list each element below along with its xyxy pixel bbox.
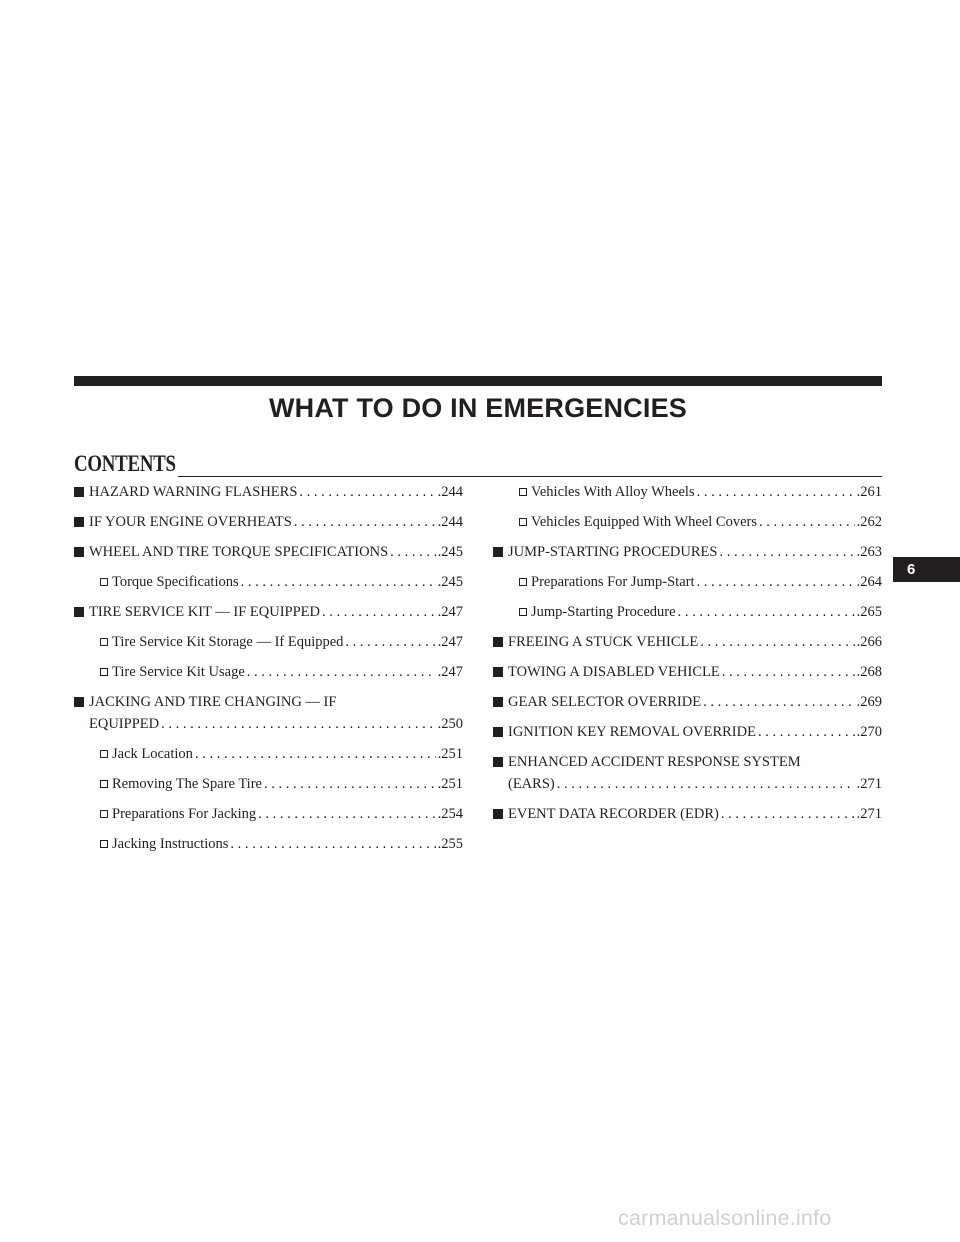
filled-square-bullet-icon (74, 547, 84, 557)
toc-entry-title: Jack Location (112, 746, 193, 762)
toc-section-entry[interactable] (493, 721, 882, 743)
toc-subsection-entry[interactable] (493, 511, 882, 533)
toc-page-number: .247 (437, 604, 463, 620)
contents-heading: CONTENTS (74, 451, 176, 476)
toc-page-number: .247 (437, 664, 463, 680)
chapter-title-rule (74, 376, 882, 386)
filled-square-bullet-icon (493, 667, 503, 677)
toc-entry-title: Vehicles Equipped With Wheel Covers (531, 514, 757, 530)
toc-entry-continuation (89, 713, 463, 735)
dot-leader (700, 631, 854, 653)
hollow-square-bullet-icon (100, 578, 108, 586)
toc-entry-title: Torque Specifications (112, 574, 239, 590)
toc-right-column (493, 481, 882, 833)
filled-square-bullet-icon (74, 697, 84, 707)
watermark: carmanualsonline.info (618, 1206, 832, 1230)
dot-leader (557, 773, 855, 795)
toc-entry-title: Jump-Starting Procedure (531, 604, 676, 620)
toc-entry-continuation (508, 773, 882, 795)
toc-entry-title: IGNITION KEY REMOVAL OVERRIDE (508, 724, 756, 740)
toc-page-number: .245 (437, 574, 463, 590)
toc-entry-title: (EARS) (508, 776, 555, 792)
filled-square-bullet-icon (493, 809, 503, 819)
toc-entry-title: Preparations For Jump-Start (531, 574, 695, 590)
hollow-square-bullet-icon (519, 518, 527, 526)
toc-entry-title: EVENT DATA RECORDER (EDR) (508, 806, 719, 822)
toc-section-entry[interactable] (74, 601, 463, 623)
filled-square-bullet-icon (74, 487, 84, 497)
dot-leader (678, 601, 855, 623)
toc-page-number: .245 (437, 544, 463, 560)
toc-subsection-entry[interactable] (74, 571, 463, 593)
toc-subsection-entry[interactable] (74, 833, 463, 855)
dot-leader (264, 773, 436, 795)
filled-square-bullet-icon (493, 637, 503, 647)
toc-page-number: .265 (856, 604, 882, 620)
dot-leader (195, 743, 436, 765)
toc-page-number: .271 (856, 776, 882, 792)
toc-subsection-entry[interactable] (74, 743, 463, 765)
toc-entry-title: JUMP-STARTING PROCEDURES (508, 544, 718, 560)
dot-leader (247, 661, 436, 683)
toc-entry-title: FREEING A STUCK VEHICLE (508, 634, 699, 650)
dot-leader (703, 691, 855, 713)
toc-page-number: .251 (437, 776, 463, 792)
toc-page-number: .268 (856, 664, 882, 680)
dot-leader (759, 511, 855, 533)
dot-leader (345, 631, 435, 653)
contents-rule (178, 476, 882, 477)
filled-square-bullet-icon (493, 547, 503, 557)
dot-leader (758, 721, 855, 743)
dot-leader (294, 511, 436, 533)
toc-page-number: .244 (437, 484, 463, 500)
dot-leader (390, 541, 435, 563)
toc-entry-title: Removing The Spare Tire (112, 776, 262, 792)
toc-section-entry[interactable] (493, 691, 882, 713)
toc-subsection-entry[interactable] (493, 571, 882, 593)
filled-square-bullet-icon (493, 757, 503, 767)
toc-section-entry[interactable] (74, 691, 463, 735)
hollow-square-bullet-icon (519, 578, 527, 586)
toc-section-entry[interactable] (493, 803, 882, 825)
toc-subsection-entry[interactable] (74, 631, 463, 653)
filled-square-bullet-icon (493, 697, 503, 707)
toc-left-column (74, 481, 463, 863)
toc-entry-title: EQUIPPED (89, 716, 160, 732)
filled-square-bullet-icon (493, 727, 503, 737)
toc-page-number: .271 (856, 806, 882, 822)
toc-section-entry[interactable] (493, 751, 882, 795)
toc-entry-title-line: ENHANCED ACCIDENT RESPONSE SYSTEM (508, 754, 801, 770)
hollow-square-bullet-icon (100, 638, 108, 646)
toc-page-number: .255 (437, 836, 463, 852)
toc-page-number: .269 (856, 694, 882, 710)
toc-section-entry[interactable] (493, 661, 882, 683)
dot-leader (719, 541, 854, 563)
toc-subsection-entry[interactable] (493, 481, 882, 503)
toc-page-number: .250 (437, 716, 463, 732)
toc-page-number: .262 (856, 514, 882, 530)
hollow-square-bullet-icon (100, 810, 108, 818)
hollow-square-bullet-icon (100, 780, 108, 788)
toc-page-number: .261 (856, 484, 882, 500)
toc-entry-title: HAZARD WARNING FLASHERS (89, 484, 298, 500)
dot-leader (241, 571, 436, 593)
dot-leader (721, 803, 855, 825)
dot-leader (161, 713, 436, 735)
chapter-title: WHAT TO DO IN EMERGENCIES (268, 393, 687, 423)
toc-entry-title: Tire Service Kit Storage — If Equipped (112, 634, 344, 650)
dot-leader (322, 601, 436, 623)
toc-subsection-entry[interactable] (74, 773, 463, 795)
toc-page-number: .263 (856, 544, 882, 560)
dot-leader (299, 481, 435, 503)
toc-subsection-entry[interactable] (493, 601, 882, 623)
hollow-square-bullet-icon (519, 608, 527, 616)
toc-subsection-entry[interactable] (74, 661, 463, 683)
toc-page-number: .247 (437, 634, 463, 650)
toc-page-number: .270 (856, 724, 882, 740)
toc-entry-title: TOWING A DISABLED VEHICLE (508, 664, 720, 680)
toc-page-number: .254 (437, 806, 463, 822)
toc-entry-title: Jacking Instructions (112, 836, 229, 852)
dot-leader (722, 661, 855, 683)
hollow-square-bullet-icon (100, 668, 108, 676)
toc-page-number: .266 (856, 634, 882, 650)
toc-page-number: .264 (856, 574, 882, 590)
filled-square-bullet-icon (74, 607, 84, 617)
toc-entry-title: WHEEL AND TIRE TORQUE SPECIFICATIONS (89, 544, 389, 560)
toc-entry-title: IF YOUR ENGINE OVERHEATS (89, 514, 292, 530)
toc-subsection-entry[interactable] (74, 803, 463, 825)
chapter-tab[interactable]: 6 (893, 557, 960, 582)
hollow-square-bullet-icon (100, 750, 108, 758)
toc-entry-title-line: JACKING AND TIRE CHANGING — IF (89, 694, 337, 710)
dot-leader (230, 833, 435, 855)
toc-page-number: .244 (437, 514, 463, 530)
filled-square-bullet-icon (74, 517, 84, 527)
toc-entry-title: GEAR SELECTOR OVERRIDE (508, 694, 702, 710)
hollow-square-bullet-icon (100, 840, 108, 848)
dot-leader (697, 571, 855, 593)
toc-page-number: .251 (437, 746, 463, 762)
toc-entry-title: Vehicles With Alloy Wheels (531, 484, 695, 500)
toc-entry-title: TIRE SERVICE KIT — IF EQUIPPED (89, 604, 320, 620)
dot-leader (697, 481, 855, 503)
toc-section-entry[interactable] (74, 541, 463, 563)
toc-entry-title: Preparations For Jacking (112, 806, 257, 822)
toc-section-entry[interactable] (74, 481, 463, 503)
toc-section-entry[interactable] (493, 541, 882, 563)
toc-section-entry[interactable] (493, 631, 882, 653)
dot-leader (258, 803, 435, 825)
hollow-square-bullet-icon (519, 488, 527, 496)
toc-section-entry[interactable] (74, 511, 463, 533)
toc-entry-title: Tire Service Kit Usage (112, 664, 245, 680)
